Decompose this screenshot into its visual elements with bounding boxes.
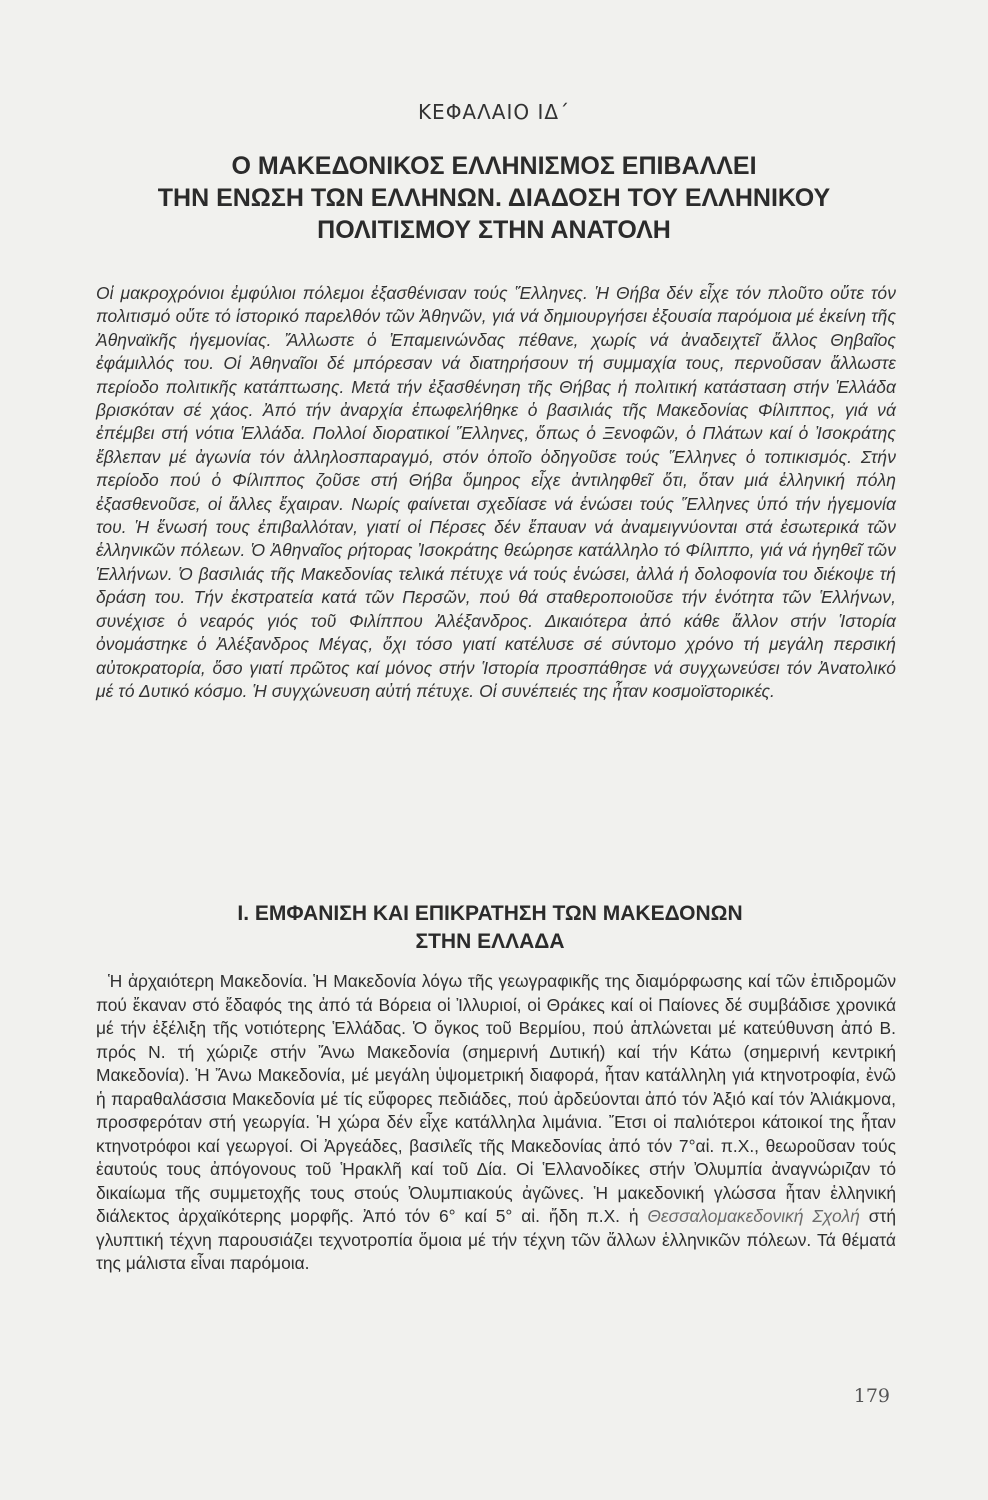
section-heading-line-1: Ι. ΕΜΦΑΝΙΣΗ ΚΑΙ ΕΠΙΚΡΑΤΗΣΗ ΤΩΝ ΜΑΚΕΔΟΝΩΝ [237, 902, 743, 925]
section-heading-line-2: ΣΤΗΝ ΕΛΛΑΔΑ [415, 930, 565, 953]
chapter-title-line-3: ΠΟΛΙΤΙΣΜΟΥ ΣΤΗΝ ΑΝΑΤΟΛΗ [317, 216, 671, 244]
paragraph-lead: Ἡ ἀρχαιότερη Μακεδονία. [108, 971, 308, 991]
chapter-heading: ΚΕΦΑΛΑΙΟ ΙΔ΄ [417, 100, 571, 124]
chapter-title-line-2: ΤΗΝ ΕΝΩΣΗ ΤΩΝ ΕΛΛΗΝΩΝ. ΔΙΑΔΟΣΗ ΤΟΥ ΕΛΛΗΝΙΚΟΥ [157, 184, 831, 212]
chapter-title-line-1: Ο ΜΑΚΕΔΟΝΙΚΟΣ ΕΛΛΗΝΙΣΜΟΣ ΕΠΙΒΑΛΛΕΙ [231, 152, 757, 180]
intro-paragraph: Οἱ μακροχρόνιοι ἐμφύλιοι πόλεμοι ἐξασθένισαν τούς Ἕλληνες. Ἡ Θήβα δέν εἶχε τόν πλοῦτο οὔτε τόν πολιτισμό οὔτε τό ἱστορικό παρελθόν τῶν Ἀθηνῶν, γιά νά δημιουργήσει ἐξουσία παρόμοια μέ ἐκείνη τῆς Ἀθηναϊκῆς ἡγεμονίας. Ἄλλωστε ὁ Ἐπαμεινώνδας πέθανε, χωρίς νά ἀναδειχτεῖ ἄλλος Θηβαῖος ἐφάμιλλός του. Οἱ Ἀθηναῖοι δέ μπόρεσαν νά διατηρήσουν τή συμμαχία τους, περνοῦσαν ἄλλωστε περίοδο πολιτικῆς κατάπτωσης. Μετά τήν ἐξασθένηση τῆς Θήβας ἡ πολιτική κατάσταση στήν Ἑλλάδα βρισκόταν σέ χάος. Ἀπό τήν ἀναρχία ἐπωφελήθηκε ὁ βασιλιάς τῆς Μακεδονίας Φίλιππος, γιά νά ἐπέμβει στή νότια Ἑλλάδα. Πολλοί διορατικοί Ἕλληνες, ὅπως ὁ Ξενοφῶν, ὁ Πλάτων καί ὁ Ἰσοκράτης ἔβλεπαν μέ ἀγωνία τόν ἀλληλοσπαραγμό, στόν ὁποῖο ὁδηγοῦσε τούς Ἕλληνες ὁ τοπικισμός. Στήν περίοδο πού ὁ Φίλιππος ζοῦσε στή Θήβα ὅμηρος εἶχε ἀντιληφθεῖ ὅτι, ὅταν μιά ἑλληνική πόλη ἐξασθενοῦσε, οἱ ἄλλες ἔχαιραν. Νωρίς φαίνεται σχεδίασε νά ἑνώσει τούς Ἕλληνες ὑπό τήν ἡγεμονία του. Ἡ ἕνωσή τους ἐπιβαλλόταν, γιατί οἱ Πέρσες δέν ἔπαυαν νά ἀναμειγνύονται στά ἐσωτερικά τῶν ἑλληνικῶν πόλεων. Ὁ Ἀθηναῖος ρήτορας Ἰσοκράτης θεώρησε κατάλληλο τό Φίλιππο, γιά νά ἡγηθεῖ τῶν Ἑλλήνων. Ὁ βασιλιάς τῆς Μακεδονίας τελικά πέτυχε νά τούς ἑνώσει, ἀλλά ἡ δολοφονία του διέκοψε τή δράση του. Τήν ἐκστρατεία κατά τῶν Περσῶν, πού θά σταθεροποιοῦσε τήν ἑνότητα τῶν Ἑλλήνων, συνέχισε ὁ νεαρός γιός τοῦ Φιλίππου Ἀλέξανδρος. Δικαιότερα ἀπό κάθε ἄλλον στήν Ἱστορία ὀνομάστηκε ὁ Ἀλέξανδρος Μέγας, ὄχι τόσο γιατί κατέλυσε σέ σύντομο χρόνο τή μεγάλη περσική αὐτοκρατορία, ὅσο γιατί πρῶτος καί μόνος στήν Ἱστορία προσπάθησε νά συγχωνεύσει τόν Ἀνατολικό μέ τό Δυτικό κόσμο. Ἡ συγχώνευση αὐτή πέτυχε. Οἱ συνέπειές της ἦταν κοσμοϊστορικές. [96, 283, 896, 701]
body-paragraph [96, 970, 896, 1276]
section-heading [150, 900, 830, 956]
body-text-part-2: στή γλυπτική τέχνη παρουσιάζει τεχνοτροπία ὅμοια μέ τήν τέχνη τῶν ἄλλων ἑλληνικῶν πόλεων. Τά θέματά της μάλιστα εἶναι παρόμοια. [96, 1206, 896, 1273]
body-text-part-1: Ἡ Μακεδονία λόγω τῆς γεωγραφικῆς της διαμόρφωσης καί τῶν ἐπιδρομῶν πού ἔκαναν στό ἔδαφός της ἀπό τά Βόρεια οἱ Ἰλλυριοί, οἱ Θράκες καί οἱ Παίονες δέ συμβάδισε χρονικά μέ τήν ἐξέλιξη τῆς νοτιότερης Ἑλλάδας. Ὁ ὄγκος τοῦ Βερμίου, πού ἁπλώνεται μέ κατεύθυνση ἀπό Β. πρός Ν. τή χώριζε στήν Ἄνω Μακεδονία (σημερινή Δυτική) καί τήν Κάτω (σημερινή κεντρική Μακεδονία). Ἡ Ἄνω Μακεδονία, μέ μεγάλη ὑψομετρική διαφορά, ἦταν κατάλληλη γιά κτηνοτροφία, ἐνῶ ἡ παραθαλάσσια Μακεδονία μέ τίς εὔφορες πεδιάδες, πού ἀρδεύονται ἀπό τόν Ἀξιό καί τόν Ἀλιάκμονα, προσφερόταν στή γεωργία. Ἡ χώρα δέν εἶχε κατάλληλα λιμάνια. Ἔτσι οἱ παλιότεροι κάτοικοί της ἦταν κτηνοτρόφοι καί γεωργοί. Οἱ Ἀργεάδες, βασιλεῖς τῆς Μακεδονίας ἀπό τόν 7°αἰ. π.Χ., θεωροῦσαν τούς ἑαυτούς τους ἀπόγονους τοῦ Ἡρακλῆ καί τοῦ Δία. Οἱ Ἑλλανοδίκες στήν Ὀλυμπία ἀναγνώριζαν τό δικαίωμα τῆς συμμετοχῆς τους στούς Ὀλυμπιακούς ἀγῶνες. Ἡ μακεδονική γλώσσα ἦταν ἑλληνική διάλεκτος ἀρχαϊκότερης μορφῆς. Ἀπό τόν 6° καί 5° αἰ. ἤδη π.Χ. ἡ [96, 971, 897, 1226]
school-term: Θεσσαλομακεδονική Σχολή [647, 1206, 860, 1226]
chapter-title [120, 150, 868, 246]
page-number: 179 [853, 1385, 890, 1407]
